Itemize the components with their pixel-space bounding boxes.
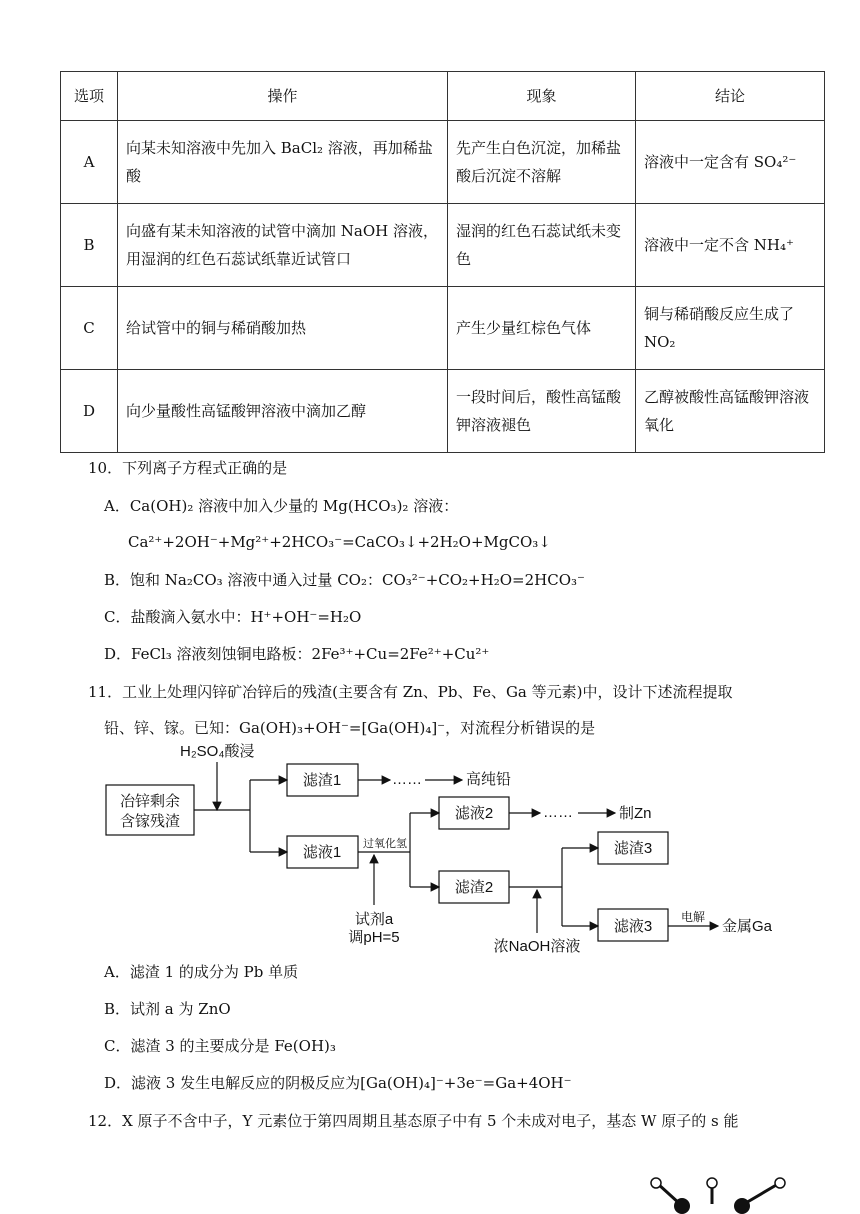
q10-stem: 10．下列离子方程式正确的是 — [88, 459, 288, 477]
q12-stem: 12．X 原子不含中子，Y 元素位于第四周期且基态原子中有 5 个未成对电子，基态 W 原子的 s 能 — [88, 1112, 739, 1130]
table-row — [61, 121, 825, 204]
q10-option-d: D．FeCl₃ 溶液刻蚀铜电路板：2Fe³⁺+Cu=2Fe²⁺+Cu²⁺ — [104, 645, 490, 663]
col-header-operation: 操作 — [118, 72, 448, 121]
q11-option-b: B．试剂 a 为 ZnO — [104, 1000, 231, 1018]
flow-naoh-label: 浓NaOH溶液 — [493, 938, 581, 955]
table-row — [61, 370, 825, 453]
operation-cell: 向少量酸性高锰酸钾溶液中滴加乙醇 — [118, 370, 448, 453]
flow-filtrate3: 滤液3 — [613, 918, 653, 935]
flow-raw-material-line1: 冶锌剩余 — [119, 793, 181, 810]
phenomenon-cell: 一段时间后，酸性高锰酸钾溶液褪色 — [448, 370, 636, 453]
conclusion-cell: 乙醇被酸性高锰酸钾溶液氧化 — [636, 370, 825, 453]
flow-h2so4-label: H₂SO₄酸浸 — [180, 743, 255, 760]
q11-option-c: C．滤渣 3 的主要成分是 Fe(OH)₃ — [104, 1037, 336, 1055]
q11-option-a: A．滤渣 1 的成分为 Pb 单质 — [104, 963, 299, 981]
option-cell: D — [61, 370, 118, 453]
experiment-table — [60, 71, 825, 453]
table-header-row — [61, 72, 825, 121]
flow-reagent-ph: 调pH=5 — [348, 929, 400, 946]
phenomenon-cell: 湿润的红色石蕊试纸未变色 — [448, 204, 636, 287]
conclusion-cell: 铜与稀硝酸反应生成了 NO₂ — [636, 287, 825, 370]
flow-electrolysis-label: 电解 — [680, 910, 706, 924]
col-header-conclusion: 结论 — [636, 72, 825, 121]
molecule-logo-icon — [640, 1176, 800, 1214]
q11-stem-line2: 铅、锌、镓。已知：Ga(OH)₃+OH⁻=[Ga(OH)₄]⁻，对流程分析错误的是 — [104, 719, 596, 737]
phenomenon-cell: 产生少量红棕色气体 — [448, 287, 636, 370]
col-header-phenomenon: 现象 — [448, 72, 636, 121]
col-header-option: 选项 — [61, 72, 118, 121]
flow-dots1: …… — [392, 771, 422, 788]
flow-filtrate1: 滤液1 — [302, 844, 342, 861]
q11-stem-line1: 11．工业上处理闪锌矿冶锌后的残渣(主要含有 Zn、Pb、Fe、Ga 等元素)中，设计下述流程提取 — [88, 683, 733, 701]
q10-option-a: A．Ca(OH)₂ 溶液中加入少量的 Mg(HCO₃)₂ 溶液： — [104, 497, 459, 515]
q10-option-c: C．盐酸滴入氨水中：H⁺+OH⁻=H₂O — [104, 608, 362, 626]
flow-lead-product: 高纯铅 — [466, 771, 512, 788]
option-cell: B — [61, 204, 118, 287]
operation-cell: 给试管中的铜与稀硝酸加热 — [118, 287, 448, 370]
flow-filtrate2: 滤液2 — [454, 805, 494, 822]
flow-h2o2-label: 过氧化氢 — [363, 838, 407, 850]
process-flow-diagram — [100, 740, 800, 958]
phenomenon-cell: 先产生白色沉淀，加稀盐酸后沉淀不溶解 — [448, 121, 636, 204]
flow-raw-material-line2: 含镓残渣 — [119, 813, 181, 830]
flow-residue1: 滤渣1 — [302, 772, 342, 789]
table-row — [61, 204, 825, 287]
flow-residue2: 滤渣2 — [454, 879, 494, 896]
table-row — [61, 287, 825, 370]
option-cell: A — [61, 121, 118, 204]
flow-zn-product: 制Zn — [619, 805, 652, 822]
option-cell: C — [61, 287, 118, 370]
flow-dots2: …… — [543, 804, 573, 821]
flow-ga-product: 金属Ga — [722, 918, 773, 935]
conclusion-cell: 溶液中一定不含 NH₄⁺ — [636, 204, 825, 287]
flow-residue3: 滤渣3 — [613, 840, 653, 857]
operation-cell: 向盛有某未知溶液的试管中滴加 NaOH 溶液，用湿润的红色石蕊试纸靠近试管口 — [118, 204, 448, 287]
q10-option-a-equation: Ca²⁺+2OH⁻+Mg²⁺+2HCO₃⁻=CaCO₃↓+2H₂O+MgCO₃↓ — [128, 533, 551, 551]
q11-option-d: D．滤液 3 发生电解反应的阴极反应为[Ga(OH)₄]⁻+3e⁻=Ga+4OH⁻ — [104, 1074, 572, 1092]
conclusion-cell: 溶液中一定含有 SO₄²⁻ — [636, 121, 825, 204]
flow-reagent-a: 试剂a — [354, 911, 394, 928]
q10-option-b: B．饱和 Na₂CO₃ 溶液中通入过量 CO₂：CO₃²⁻+CO₂+H₂O=2HCO₃⁻ — [104, 571, 585, 589]
operation-cell: 向某未知溶液中先加入 BaCl₂ 溶液，再加稀盐酸 — [118, 121, 448, 204]
